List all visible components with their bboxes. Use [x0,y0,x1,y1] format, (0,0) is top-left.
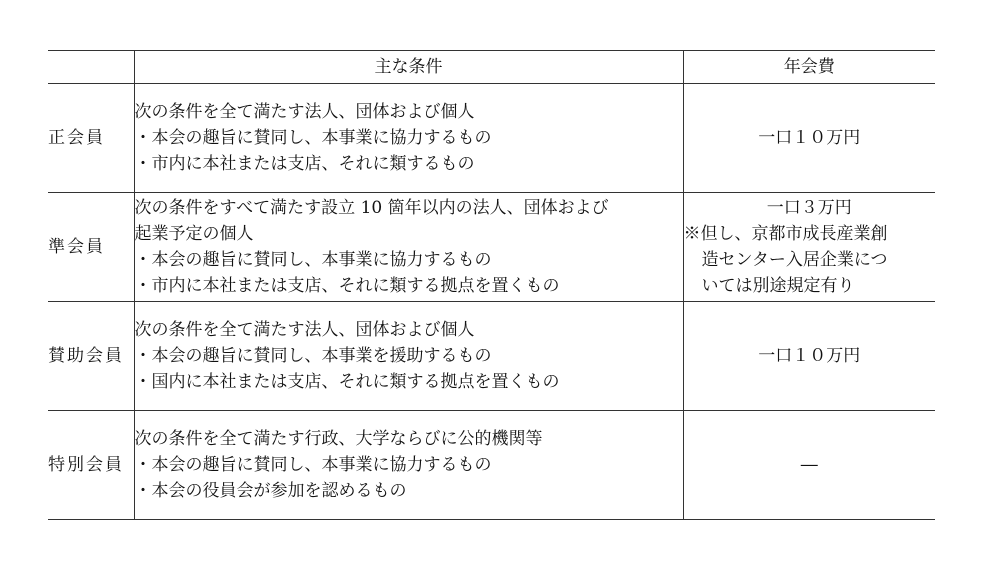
member-type: 賛助会員 [48,302,134,411]
table-row [48,302,935,411]
condition-line: ・市内に本社または支店、それに類する拠点を置くもの [134,276,560,296]
condition-line: 次の条件を全て満たす法人、団体および個人 [134,320,475,340]
header-annual-fee: 年会費 [683,51,935,84]
condition-line: ・本会の趣旨に賛同し、本事業に協力するもの [134,250,492,270]
member-type: 正会員 [48,84,134,193]
fee-cell [683,302,935,411]
conditions-cell [134,84,683,193]
conditions-cell [134,193,683,302]
condition-line: 起業予定の個人 [134,224,254,244]
condition-line: 次の条件をすべて満たす設立 10 箇年以内の法人、団体および [134,198,609,218]
condition-line: ・本会の役員会が参加を認めるもの [134,481,407,501]
fee-line: 一口１０万円 [758,128,861,148]
conditions-cell [134,302,683,411]
condition-line: ・国内に本社または支店、それに類する拠点を置くもの [134,372,560,392]
header-conditions: 主な条件 [134,51,683,84]
condition-line: ・本会の趣旨に賛同し、本事業に協力するもの [134,128,492,148]
condition-line: ・本会の趣旨に賛同し、本事業に協力するもの [134,455,492,475]
fee-note: ※但し、京都市成長産業創 [683,224,888,244]
member-type: 特別会員 [48,411,134,520]
fee-line: ― [800,455,818,475]
conditions-cell [134,411,683,520]
fee-cell [683,193,935,302]
membership-table [48,50,935,520]
condition-line: ・本会の趣旨に賛同し、本事業を援助するもの [134,346,492,366]
fee-cell [683,84,935,193]
condition-line: 次の条件を全て満たす行政、大学ならびに公的機関等 [134,429,543,449]
table-header-row [48,51,935,84]
fee-line: 一口１０万円 [758,346,861,366]
condition-line: 次の条件を全て満たす法人、団体および個人 [134,102,475,122]
member-type: 準会員 [48,193,134,302]
fee-note: 造センター入居企業につ [701,250,888,270]
table-row [48,411,935,520]
fee-cell [683,411,935,520]
table-row [48,84,935,193]
condition-line: ・市内に本社または支店、それに類するもの [134,154,475,174]
header-type [48,51,134,84]
fee-line: 一口３万円 [766,198,852,218]
fee-note: いては別途規定有り [701,276,855,296]
table-row [48,193,935,302]
